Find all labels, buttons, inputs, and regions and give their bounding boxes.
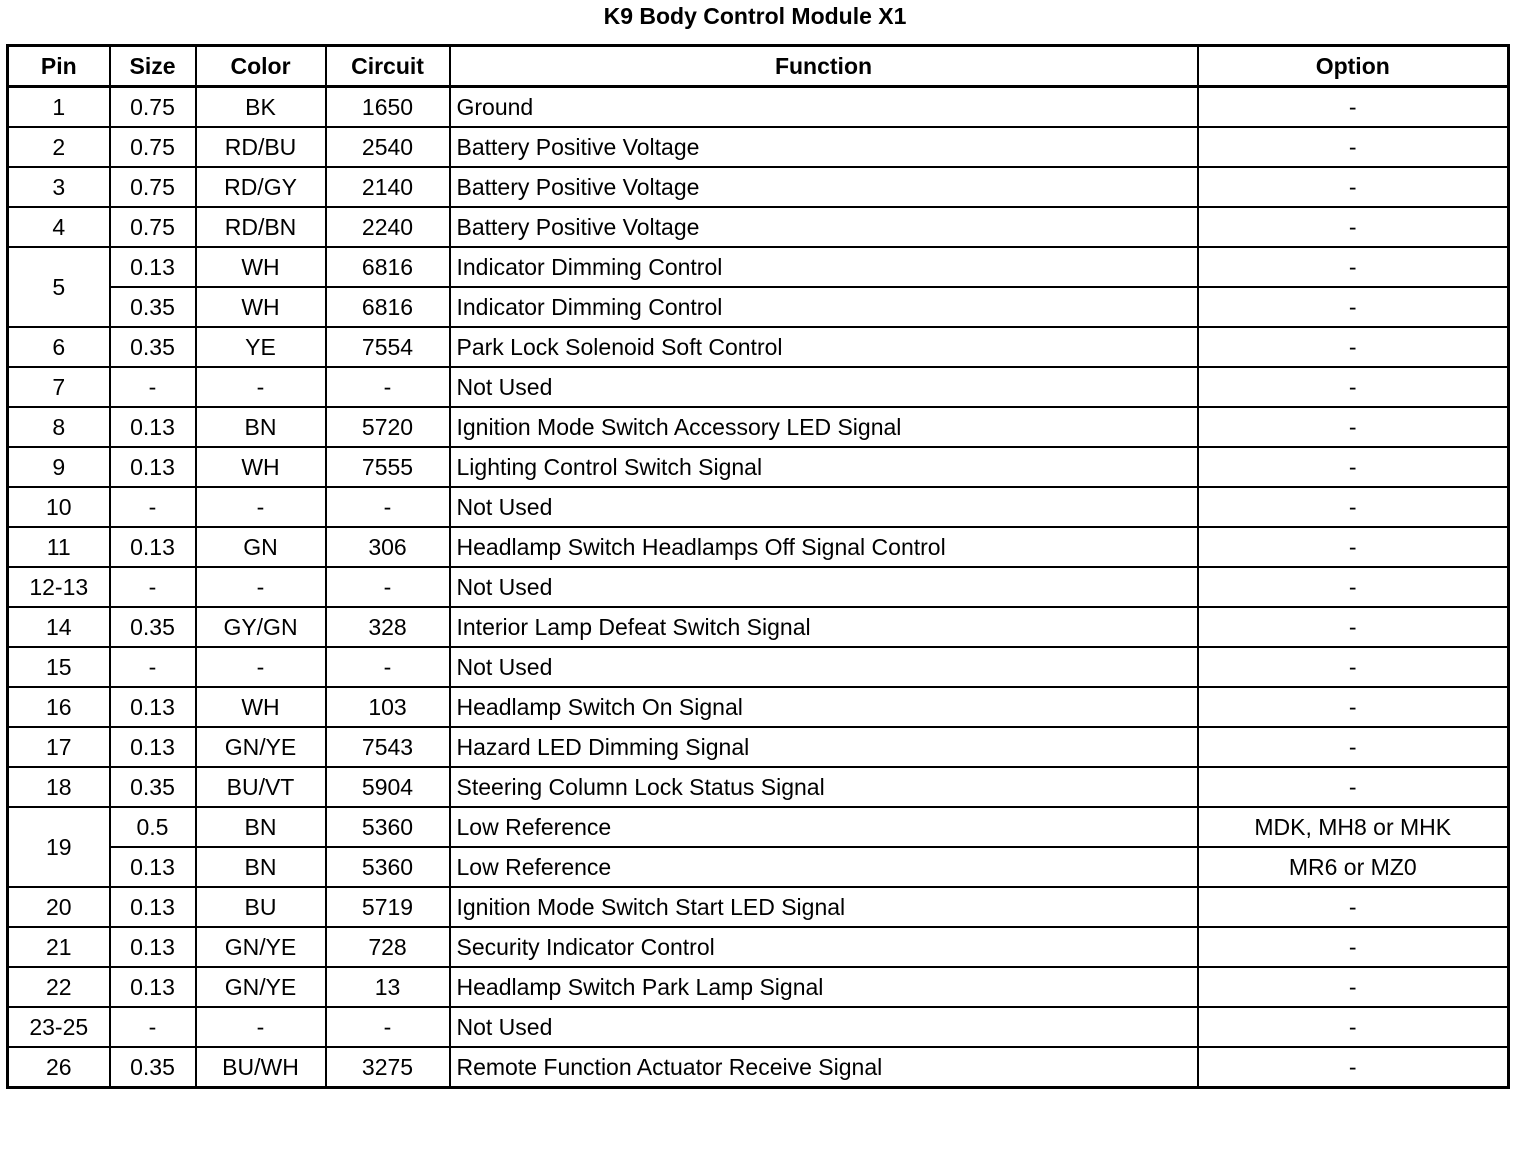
- size-cell: 0.35: [110, 767, 196, 807]
- size-cell: 0.13: [110, 247, 196, 287]
- table-row: [8, 727, 1509, 767]
- table-row: [8, 647, 1509, 687]
- option-cell: -: [1198, 87, 1509, 128]
- table-row: [8, 1007, 1509, 1047]
- color-cell: WH: [196, 287, 326, 327]
- table-row: [8, 527, 1509, 567]
- pin-cell: 22: [8, 967, 110, 1007]
- color-cell: WH: [196, 687, 326, 727]
- size-cell: -: [110, 647, 196, 687]
- pin-cell: 7: [8, 367, 110, 407]
- function-cell: Not Used: [450, 1007, 1198, 1047]
- circuit-cell: 5904: [326, 767, 450, 807]
- table-row: [8, 207, 1509, 247]
- color-cell: -: [196, 367, 326, 407]
- table-row: [8, 567, 1509, 607]
- table-row: [8, 847, 1509, 887]
- color-cell: WH: [196, 247, 326, 287]
- pin-cell: 21: [8, 927, 110, 967]
- circuit-cell: 5360: [326, 807, 450, 847]
- size-cell: -: [110, 367, 196, 407]
- function-cell: Headlamp Switch Park Lamp Signal: [450, 967, 1198, 1007]
- function-cell: Not Used: [450, 367, 1198, 407]
- pin-cell: 20: [8, 887, 110, 927]
- circuit-cell: 5719: [326, 887, 450, 927]
- option-cell: -: [1198, 407, 1509, 447]
- circuit-cell: -: [326, 1007, 450, 1047]
- table-row: [8, 887, 1509, 927]
- size-cell: 0.35: [110, 327, 196, 367]
- size-cell: -: [110, 487, 196, 527]
- option-cell: -: [1198, 1007, 1509, 1047]
- function-cell: Ground: [450, 87, 1198, 128]
- pin-cell: 9: [8, 447, 110, 487]
- function-cell: Steering Column Lock Status Signal: [450, 767, 1198, 807]
- option-cell: -: [1198, 327, 1509, 367]
- circuit-cell: 306: [326, 527, 450, 567]
- function-cell: Ignition Mode Switch Start LED Signal: [450, 887, 1198, 927]
- header-size: Size: [110, 46, 196, 87]
- color-cell: GN/YE: [196, 727, 326, 767]
- size-cell: 0.13: [110, 687, 196, 727]
- size-cell: 0.75: [110, 167, 196, 207]
- color-cell: BN: [196, 807, 326, 847]
- color-cell: GY/GN: [196, 607, 326, 647]
- function-cell: Battery Positive Voltage: [450, 127, 1198, 167]
- pin-cell: 2: [8, 127, 110, 167]
- header-option: Option: [1198, 46, 1509, 87]
- header-circuit: Circuit: [326, 46, 450, 87]
- size-cell: 0.75: [110, 87, 196, 128]
- circuit-cell: 103: [326, 687, 450, 727]
- color-cell: BU: [196, 887, 326, 927]
- size-cell: -: [110, 1007, 196, 1047]
- option-cell: -: [1198, 207, 1509, 247]
- option-cell: MR6 or MZ0: [1198, 847, 1509, 887]
- table-row: [8, 167, 1509, 207]
- option-cell: -: [1198, 967, 1509, 1007]
- color-cell: BU/WH: [196, 1047, 326, 1088]
- page-title: K9 Body Control Module X1: [603, 3, 907, 29]
- circuit-cell: 5720: [326, 407, 450, 447]
- circuit-cell: 328: [326, 607, 450, 647]
- function-cell: Hazard LED Dimming Signal: [450, 727, 1198, 767]
- option-cell: -: [1198, 1047, 1509, 1088]
- color-cell: GN: [196, 527, 326, 567]
- option-cell: -: [1198, 767, 1509, 807]
- size-cell: 0.13: [110, 927, 196, 967]
- color-cell: -: [196, 487, 326, 527]
- pin-cell: 12-13: [8, 567, 110, 607]
- size-cell: 0.35: [110, 287, 196, 327]
- option-cell: -: [1198, 687, 1509, 727]
- function-cell: Not Used: [450, 567, 1198, 607]
- color-cell: -: [196, 1007, 326, 1047]
- circuit-cell: -: [326, 367, 450, 407]
- circuit-cell: -: [326, 567, 450, 607]
- table-row: [8, 247, 1509, 287]
- header-row: [8, 46, 1509, 87]
- option-cell: -: [1198, 167, 1509, 207]
- table-row: [8, 327, 1509, 367]
- circuit-cell: 7543: [326, 727, 450, 767]
- function-cell: Remote Function Actuator Receive Signal: [450, 1047, 1198, 1088]
- color-cell: RD/BN: [196, 207, 326, 247]
- table-body: [8, 87, 1509, 1088]
- color-cell: -: [196, 647, 326, 687]
- pin-cell: 18: [8, 767, 110, 807]
- function-cell: Battery Positive Voltage: [450, 207, 1198, 247]
- circuit-cell: 6816: [326, 287, 450, 327]
- table-row: [8, 927, 1509, 967]
- circuit-cell: 2240: [326, 207, 450, 247]
- function-cell: Interior Lamp Defeat Switch Signal: [450, 607, 1198, 647]
- table-row: [8, 287, 1509, 327]
- connector-pinout-table: [6, 44, 1510, 1089]
- size-cell: 0.13: [110, 847, 196, 887]
- option-cell: -: [1198, 607, 1509, 647]
- header-color: Color: [196, 46, 326, 87]
- size-cell: 0.5: [110, 807, 196, 847]
- circuit-cell: 2140: [326, 167, 450, 207]
- color-cell: WH: [196, 447, 326, 487]
- circuit-cell: 7555: [326, 447, 450, 487]
- function-cell: Low Reference: [450, 847, 1198, 887]
- function-cell: Not Used: [450, 487, 1198, 527]
- header-pin: Pin: [8, 46, 110, 87]
- size-cell: 0.13: [110, 407, 196, 447]
- option-cell: -: [1198, 127, 1509, 167]
- size-cell: 0.13: [110, 727, 196, 767]
- color-cell: RD/BU: [196, 127, 326, 167]
- option-cell: -: [1198, 527, 1509, 567]
- table-row: [8, 767, 1509, 807]
- pin-cell: 8: [8, 407, 110, 447]
- pin-cell: 5: [8, 247, 110, 327]
- function-cell: Headlamp Switch Headlamps Off Signal Control: [450, 527, 1198, 567]
- function-cell: Headlamp Switch On Signal: [450, 687, 1198, 727]
- option-cell: -: [1198, 487, 1509, 527]
- table-row: [8, 607, 1509, 647]
- pin-cell: 19: [8, 807, 110, 887]
- color-cell: BU/VT: [196, 767, 326, 807]
- size-cell: 0.13: [110, 887, 196, 927]
- size-cell: 0.35: [110, 1047, 196, 1088]
- size-cell: 0.13: [110, 967, 196, 1007]
- color-cell: RD/GY: [196, 167, 326, 207]
- function-cell: Ignition Mode Switch Accessory LED Signal: [450, 407, 1198, 447]
- size-cell: 0.75: [110, 207, 196, 247]
- color-cell: -: [196, 567, 326, 607]
- option-cell: -: [1198, 887, 1509, 927]
- pin-cell: 1: [8, 87, 110, 128]
- circuit-cell: 13: [326, 967, 450, 1007]
- circuit-cell: 6816: [326, 247, 450, 287]
- circuit-cell: 5360: [326, 847, 450, 887]
- size-cell: 0.75: [110, 127, 196, 167]
- option-cell: MDK, MH8 or MHK: [1198, 807, 1509, 847]
- pin-cell: 11: [8, 527, 110, 567]
- option-cell: -: [1198, 247, 1509, 287]
- option-cell: -: [1198, 647, 1509, 687]
- table-row: [8, 1047, 1509, 1088]
- function-cell: Not Used: [450, 647, 1198, 687]
- pin-cell: 14: [8, 607, 110, 647]
- function-cell: Park Lock Solenoid Soft Control: [450, 327, 1198, 367]
- circuit-cell: 728: [326, 927, 450, 967]
- table-row: [8, 967, 1509, 1007]
- circuit-cell: 1650: [326, 87, 450, 128]
- function-cell: Battery Positive Voltage: [450, 167, 1198, 207]
- color-cell: BN: [196, 847, 326, 887]
- option-cell: -: [1198, 367, 1509, 407]
- table-row: [8, 687, 1509, 727]
- header-function: Function: [450, 46, 1198, 87]
- function-cell: Low Reference: [450, 807, 1198, 847]
- pin-cell: 10: [8, 487, 110, 527]
- circuit-cell: 7554: [326, 327, 450, 367]
- pin-cell: 17: [8, 727, 110, 767]
- function-cell: Indicator Dimming Control: [450, 247, 1198, 287]
- table-row: [8, 127, 1509, 167]
- option-cell: -: [1198, 567, 1509, 607]
- size-cell: 0.35: [110, 607, 196, 647]
- table-row: [8, 87, 1509, 128]
- option-cell: -: [1198, 927, 1509, 967]
- color-cell: GN/YE: [196, 927, 326, 967]
- circuit-cell: 2540: [326, 127, 450, 167]
- table-row: [8, 367, 1509, 407]
- circuit-cell: -: [326, 487, 450, 527]
- pin-cell: 6: [8, 327, 110, 367]
- table-row: [8, 407, 1509, 447]
- function-cell: Security Indicator Control: [450, 927, 1198, 967]
- option-cell: -: [1198, 287, 1509, 327]
- function-cell: Indicator Dimming Control: [450, 287, 1198, 327]
- size-cell: -: [110, 567, 196, 607]
- pin-cell: 16: [8, 687, 110, 727]
- color-cell: BK: [196, 87, 326, 128]
- table-row: [8, 807, 1509, 847]
- pin-cell: 4: [8, 207, 110, 247]
- table-row: [8, 487, 1509, 527]
- circuit-cell: -: [326, 647, 450, 687]
- option-cell: -: [1198, 727, 1509, 767]
- color-cell: GN/YE: [196, 967, 326, 1007]
- circuit-cell: 3275: [326, 1047, 450, 1088]
- function-cell: Lighting Control Switch Signal: [450, 447, 1198, 487]
- color-cell: BN: [196, 407, 326, 447]
- size-cell: 0.13: [110, 527, 196, 567]
- pin-cell: 3: [8, 167, 110, 207]
- pin-cell: 26: [8, 1047, 110, 1088]
- option-cell: -: [1198, 447, 1509, 487]
- color-cell: YE: [196, 327, 326, 367]
- table-row: [8, 447, 1509, 487]
- pin-cell: 23-25: [8, 1007, 110, 1047]
- size-cell: 0.13: [110, 447, 196, 487]
- pin-cell: 15: [8, 647, 110, 687]
